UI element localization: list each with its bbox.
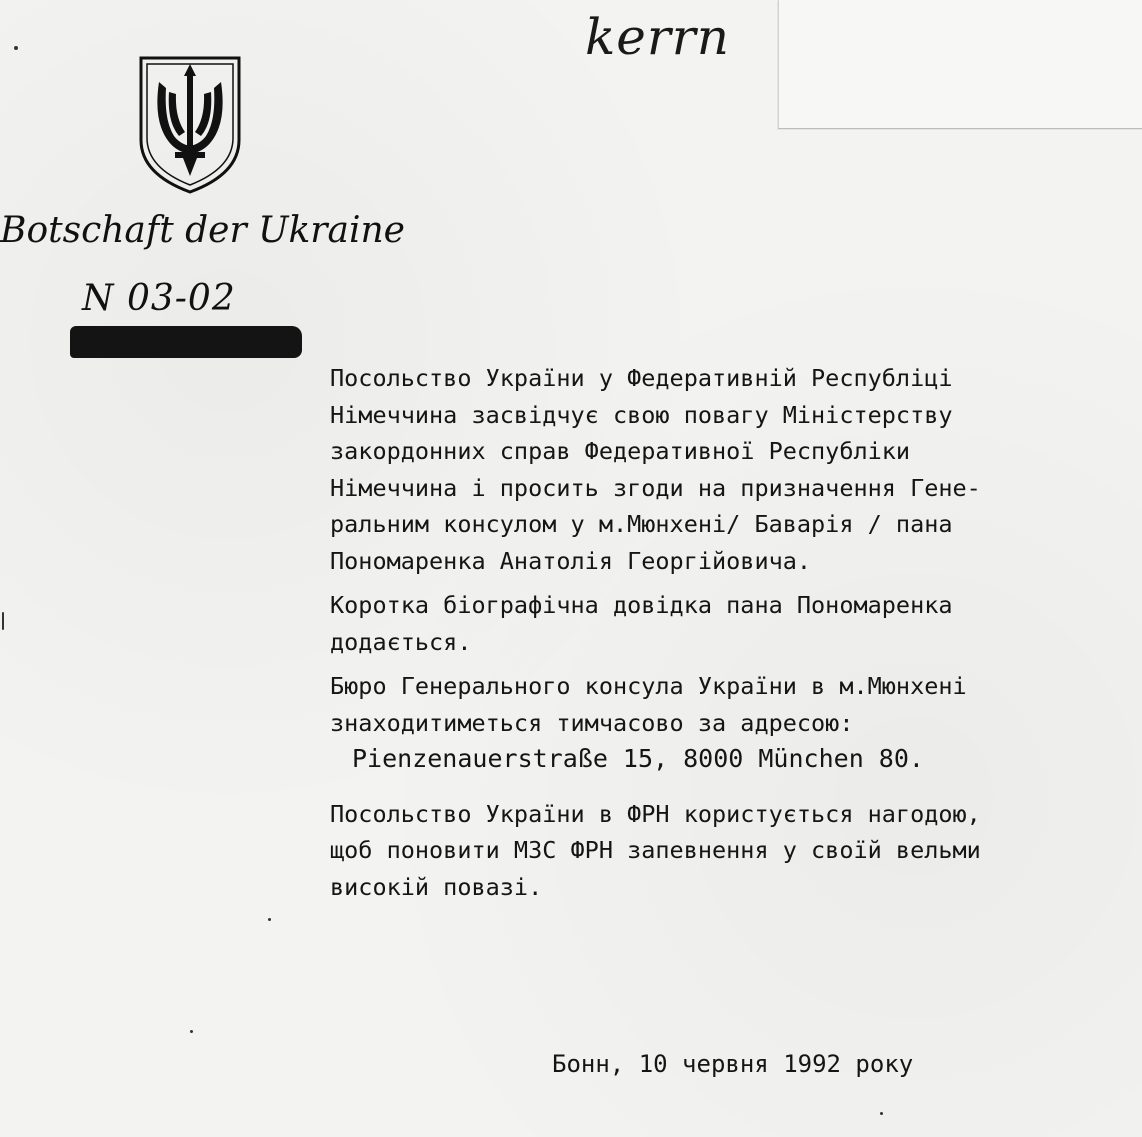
handwritten-note: kerrn xyxy=(585,8,730,66)
pasted-note-paper xyxy=(778,0,1142,129)
speck xyxy=(14,46,18,50)
speck xyxy=(190,1030,193,1033)
speck xyxy=(880,1112,883,1115)
paragraph-request: Посольство України у Федеративній Республіці Німеччина засвідчує свою повагу Міністерству закордонних справ Федеративної Республіки Німеччина і просить згоди на призначення Гене- ральним консулом у м.Мюнхені/ Баварія / пана Пономаренка Анатолія Георгійовича. xyxy=(330,364,981,575)
document-number: N 03-02 xyxy=(82,278,236,319)
trident-coat-of-arms-icon xyxy=(135,52,245,197)
redaction-mark xyxy=(70,326,302,358)
embassy-signature: Botschaft der Ukraine xyxy=(0,210,405,251)
paragraph-bureau xyxy=(330,668,1120,778)
paragraph-closing: Посольство України в ФРН користується нагодою, щоб поновити МЗС ФРН запевнення у своїй вельми високій повазі. xyxy=(330,799,981,901)
paragraph-biography: Коротка біографічна довідка пана Пономаренка додається. xyxy=(330,591,953,656)
date-line: Бонн, 10 червня 1992 року xyxy=(552,1050,914,1078)
address-line: Pienzenauerstraße 15, 8000 München 80. xyxy=(352,744,924,773)
letter-body xyxy=(330,360,1120,911)
speck xyxy=(2,612,4,630)
bureau-text: Бюро Генерального консула України в м.Мюнхені знаходитиметься тимчасово за адресою: xyxy=(330,672,967,737)
speck xyxy=(268,918,271,921)
